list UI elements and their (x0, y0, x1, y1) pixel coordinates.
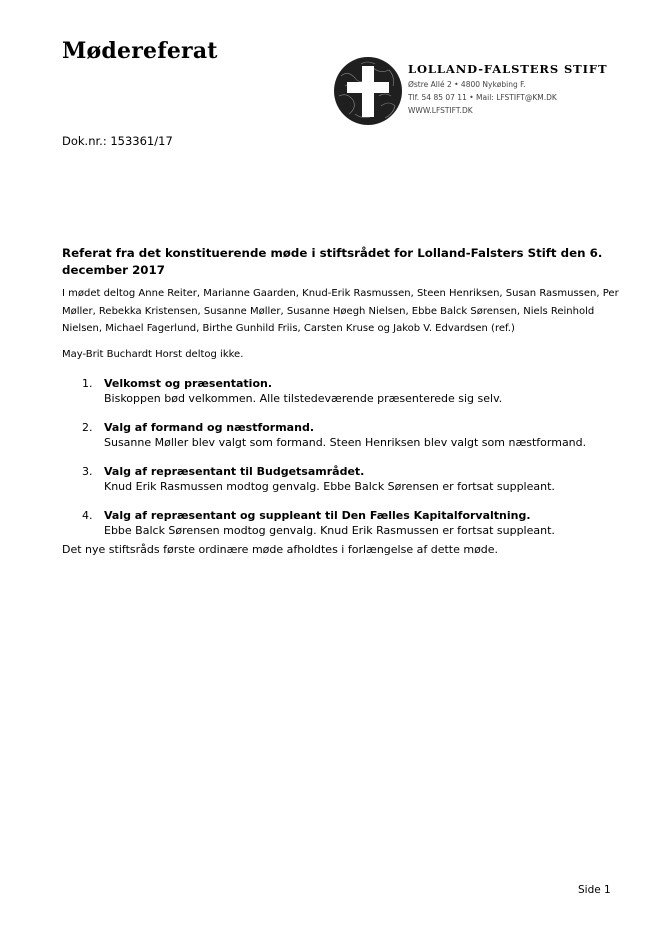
agenda-item-text: Ebbe Balck Sørensen modtog genvalg. Knud Erik Rasmussen er fortsat suppleant. (104, 524, 555, 537)
agenda-item-body (104, 464, 555, 494)
agenda-item-body (104, 508, 555, 538)
closing-paragraph: Det nye stiftsråds første ordinære møde afholdtes i forlængelse af dette møde. (62, 543, 499, 556)
absence-note: May-Brit Buchardt Horst deltog ikke. (62, 349, 244, 360)
document-number: Dok.nr.: 153361/17 (62, 134, 173, 148)
agenda-item-title: Velkomst og præsentation. (104, 377, 273, 390)
minutes-heading: Referat fra det konstituerende møde i stiftsrådet for Lolland-Falsters Stift den 6. december 2017 (62, 246, 603, 277)
organization-website: WWW.LFSTIFT.DK (408, 106, 473, 115)
organization-name: LOLLAND-FALSTERS STIFT (408, 62, 608, 76)
agenda-item-body (104, 420, 586, 450)
agenda-item (82, 508, 622, 538)
diocese-seal-logo (333, 56, 403, 126)
agenda-list (82, 376, 622, 552)
document-title: Mødereferat (62, 38, 218, 64)
agenda-item-number: 3. (82, 465, 93, 478)
agenda-item (82, 420, 622, 450)
agenda-item (82, 376, 622, 406)
agenda-item-title: Valg af repræsentant og suppleant til Den Fælles Kapitalforvaltning. (104, 509, 531, 522)
agenda-item-title: Valg af repræsentant til Budgetsamrådet. (104, 465, 365, 478)
organization-contact: Tlf. 54 85 07 11 • Mail: LFSTIFT@KM.DK (408, 93, 557, 102)
agenda-item (82, 464, 622, 494)
agenda-item-body (104, 376, 502, 406)
organization-letterhead (408, 62, 607, 115)
agenda-item-text: Knud Erik Rasmussen modtog genvalg. Ebbe Balck Sørensen er fortsat suppleant. (104, 480, 555, 493)
agenda-item-number: 2. (82, 421, 93, 434)
agenda-item-number: 4. (82, 509, 93, 522)
page-number: Side 1 (578, 884, 611, 896)
agenda-item-text: Susanne Møller blev valgt som formand. Steen Henriksen blev valgt som næstformand. (104, 436, 587, 449)
agenda-item-text: Biskoppen bød velkommen. Alle tilstedeværende præsenterede sig selv. (104, 392, 503, 405)
agenda-item-number: 1. (82, 377, 93, 390)
agenda-item-title: Valg af formand og næstformand. (104, 421, 314, 434)
organization-address: Østre Allé 2 • 4800 Nykøbing F. (408, 80, 526, 89)
attendance-paragraph: I mødet deltog Anne Reiter, Marianne Gaarden, Knud-Erik Rasmussen, Steen Henriksen, Susan Rasmussen, Per Møller, Rebekka Kristensen, Susanne Møller, Susanne Høegh Nielsen, Ebbe Balck Sørensen, Niels Reinhold Nielsen, Michael Fagerlund, Birthe Gunhild Friis, Carsten Kruse og Jakob V. Edvardsen (ref.) (62, 288, 619, 335)
